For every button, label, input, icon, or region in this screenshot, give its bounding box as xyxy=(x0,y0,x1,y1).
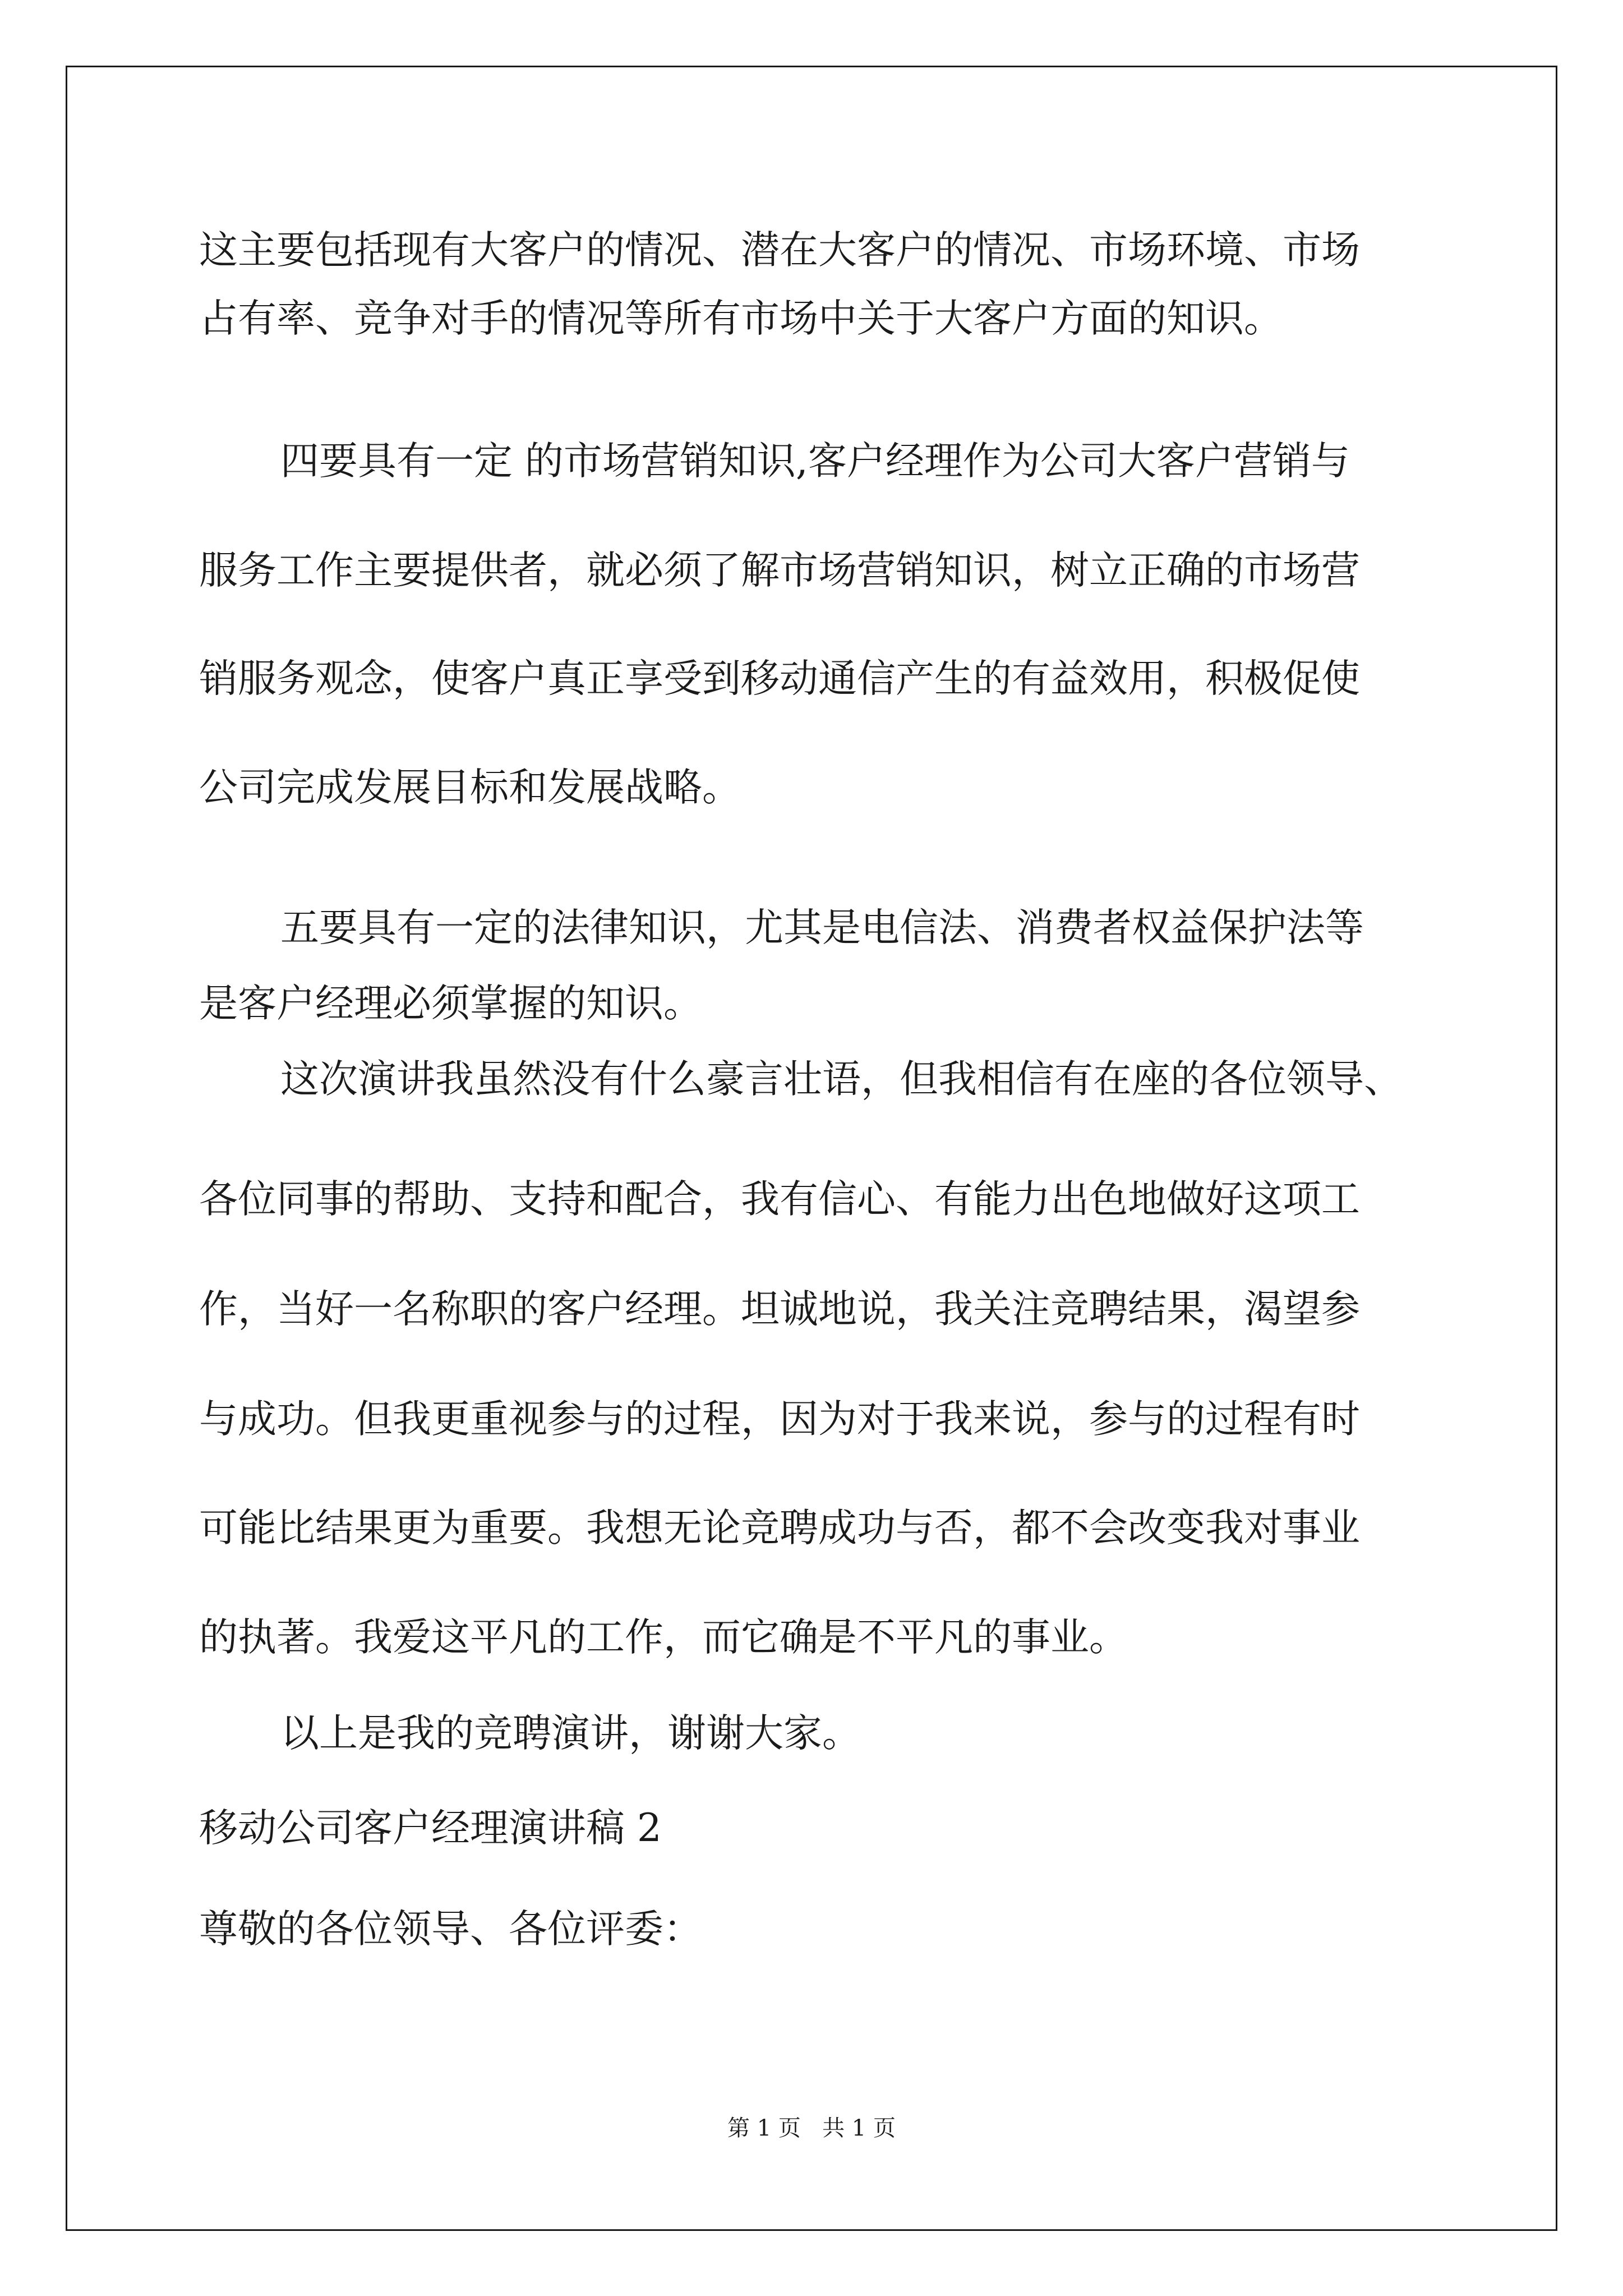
paragraph-start-line: 以上是我的竞聘演讲，谢谢大家。 xyxy=(280,1711,861,1756)
paragraph-start-line: 五要具有一定的法律知识，尤其是电信法、消费者权益保护法等 xyxy=(280,905,1364,950)
page-border xyxy=(66,66,1557,2231)
text-line: 作，当好一名称职的客户经理。坦诚地说，我关注竞聘结果，渴望参 xyxy=(199,1287,1360,1332)
section-heading: 移动公司客户经理演讲稿 2 xyxy=(199,1806,662,1851)
text-line: 的执著。我爱这平凡的工作，而它确是不平凡的事业。 xyxy=(199,1615,1128,1660)
page-footer: 第 1 页 共 1 页 xyxy=(727,2115,896,2141)
text-line: 是客户经理必须掌握的知识。 xyxy=(199,981,702,1026)
text-line: 服务工作主要提供者，就必须了解市场营销知识，树立正确的市场营 xyxy=(199,548,1360,593)
text-line: 与成功。但我更重视参与的过程，因为对于我来说，参与的过程有时 xyxy=(199,1397,1360,1442)
text-line: 公司完成发展目标和发展战略。 xyxy=(199,765,741,810)
paragraph-start-line: 这次演讲我虽然没有什么豪言壮语，但我相信有在座的各位领导、 xyxy=(280,1057,1403,1102)
paragraph-start-line: 四要具有一定 的市场营销知识,客户经理作为公司大客户营销与 xyxy=(280,439,1350,484)
text-line: 这主要包括现有大客户的情况、潜在大客户的情况、市场环境、市场 xyxy=(199,228,1360,273)
text-line: 可能比结果更为重要。我想无论竞聘成功与否，都不会改变我对事业 xyxy=(199,1506,1360,1550)
text-line: 各位同事的帮助、支持和配合，我有信心、有能力出色地做好这项工 xyxy=(199,1177,1360,1222)
salutation-line: 尊敬的各位领导、各位评委： xyxy=(199,1907,702,1952)
text-line: 占有率、竞争对手的情况等所有市场中关于大客户方面的知识。 xyxy=(199,296,1283,341)
text-line: 销服务观念，使客户真正享受到移动通信产生的有益效用，积极促使 xyxy=(199,656,1360,701)
